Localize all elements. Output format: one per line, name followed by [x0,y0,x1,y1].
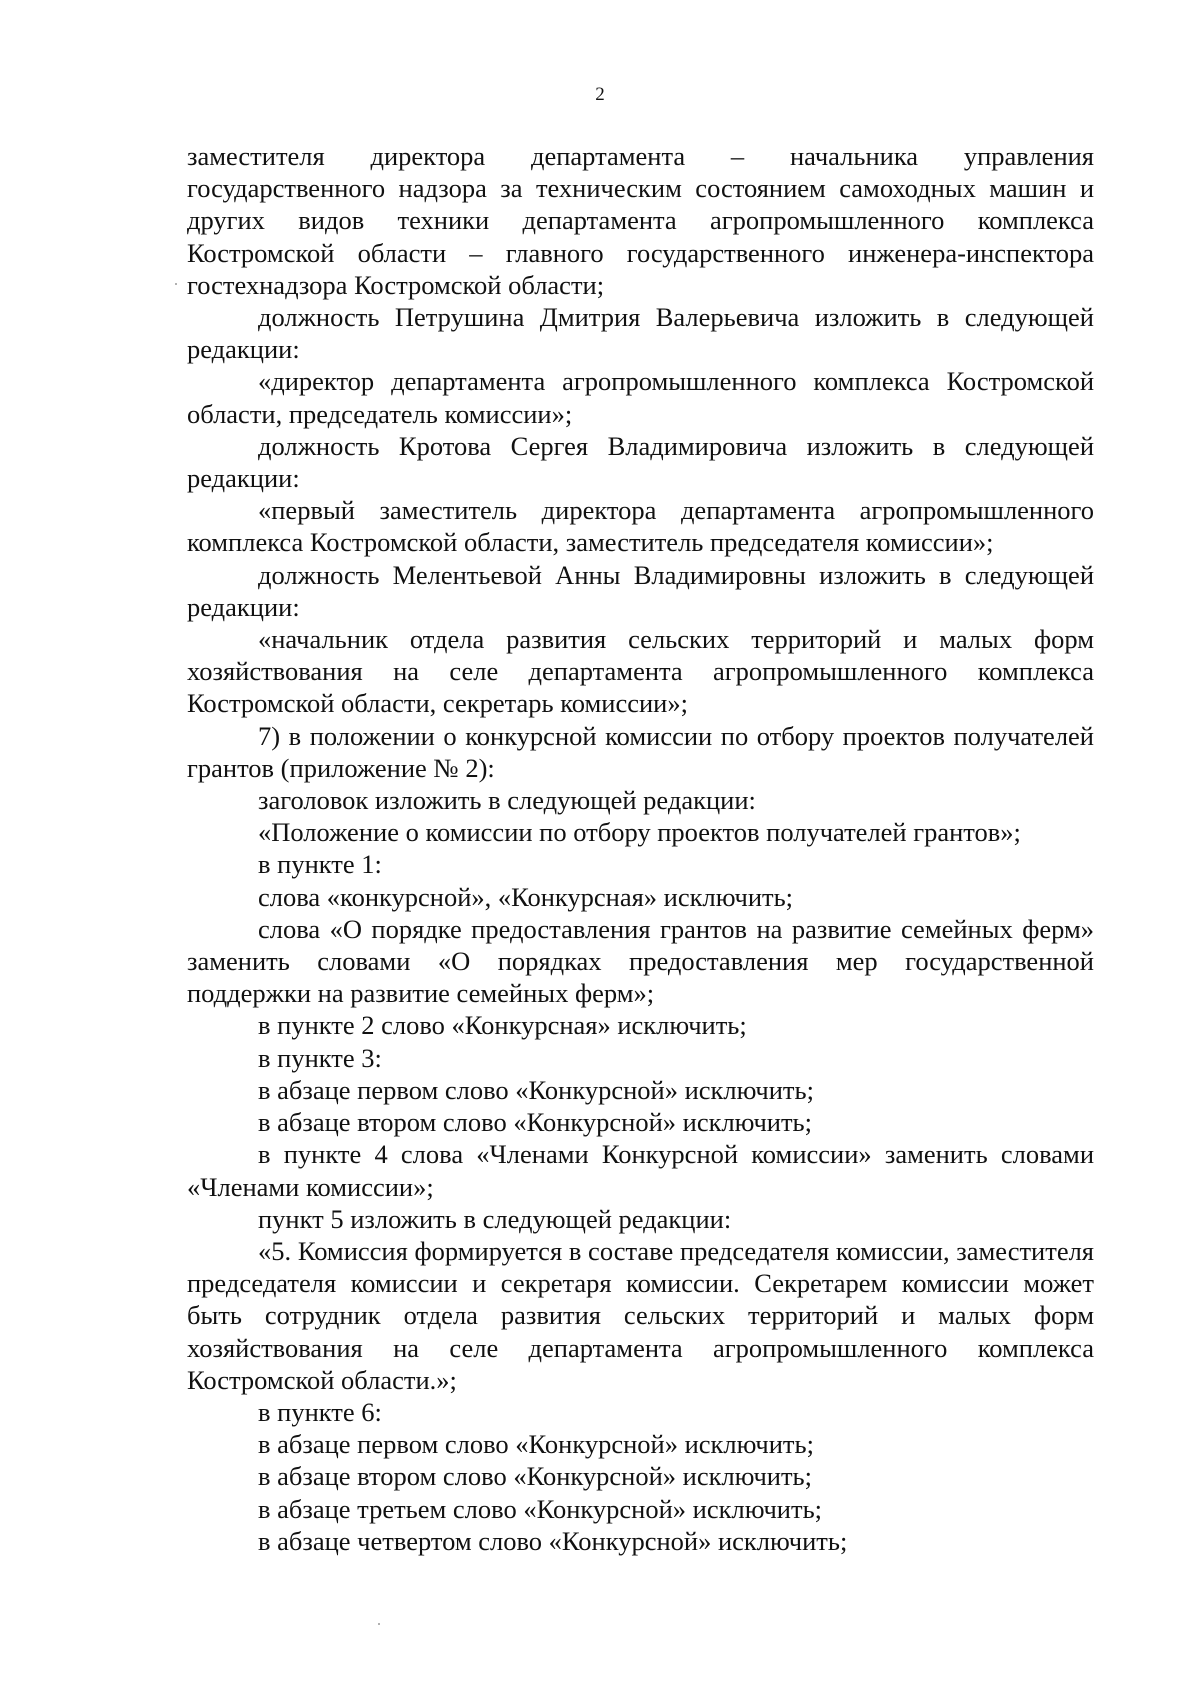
paragraph: в абзаце третьем слово «Конкурсной» исключить; [258,1493,823,1524]
paragraph: «начальник отдела развития сельских территорий и малых форм хозяйствования на селе департамента агропромышленного комплекса Костромской области, секретарь комиссии»; [187,624,1094,719]
paragraph: в абзаце втором слово «Конкурсной» исключить; [258,1107,813,1138]
paragraph: должность Кротова Сергея Владимировича изложить в следующей редакции: [187,430,1094,494]
paragraph: «директор департамента агропромышленного комплекса Костромской области, председатель комиссии»; [187,366,1094,429]
paragraph: слова «О порядке предоставления грантов на развитие семейных ферм» заменить словами «О порядках предоставления мер государственной поддержки на развитие семейных ферм»; [187,913,1094,1009]
scan-speck [378,1623,380,1625]
paragraph: слова «конкурсной», «Конкурсная» исключить; [258,881,794,912]
paragraph: «Положение о комиссии по отбору проектов получателей грантов»; [258,817,1021,848]
paragraph: в пункте 2 слово «Конкурсная» исключить; [258,1010,747,1041]
paragraph: должность Мелентьевой Анны Владимировны изложить в следующей редакции: [187,559,1094,622]
paragraph: в абзаце четвертом слово «Конкурсной» исключить; [258,1525,848,1556]
paragraph: в пункте 4 слова «Членами Конкурсной комиссии» заменить словами «Членами комиссии»; [187,1139,1094,1202]
paragraph: в пункте 3: [258,1042,382,1073]
paragraph: заголовок изложить в следующей редакции: [258,785,756,816]
paragraph: в абзаце втором слово «Конкурсной» исключить; [258,1461,813,1492]
paragraph: пункт 5 изложить в следующей редакции: [258,1203,732,1234]
paragraph: в абзаце первом слово «Конкурсной» исключить; [258,1074,814,1105]
page-number: 2 [595,84,605,105]
paragraph: должность Петрушина Дмитрия Валерьевича изложить в следующей редакции: [187,302,1094,365]
paragraph: «5. Комиссия формируется в составе председателя комиссии, заместителя председателя комиссии и секретаря комиссии. Секретарем комиссии может быть сотрудник отдела развития сельских территорий и малых форм хозяйствования на селе департамента агропромышленного комплекса Костромской области.»; [187,1235,1094,1395]
paragraph: 7) в положении о конкурсной комиссии по отбору проектов получателей грантов (приложение № 2): [187,720,1094,783]
paragraph: «первый заместитель директора департамента агропромышленного комплекса Костромской области, заместитель председателя комиссии»; [187,495,1094,558]
scan-speck [175,283,177,285]
paragraph: в пункте 1: [258,849,382,880]
paragraph: заместителя директора департамента – начальника управления государственного надзора за техническим состоянием самоходных машин и других видов техники департамента агропромышленного комплекса Костромской области – главного государственного инженера-инспектора гостехнадзора Костромской области; [187,141,1094,300]
paragraph: в абзаце первом слово «Конкурсной» исключить; [258,1429,814,1460]
paragraph: в пункте 6: [258,1396,382,1427]
document-body [187,140,1094,1557]
